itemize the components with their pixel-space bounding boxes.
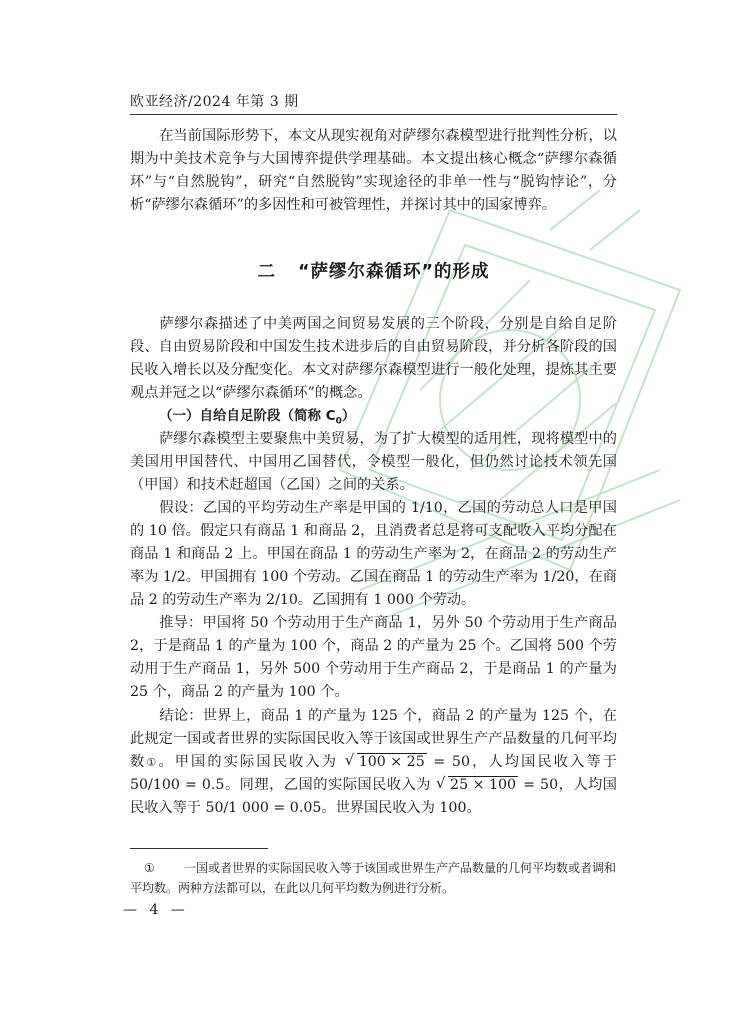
section-title-text: “萨缪尔森循环”的形成 bbox=[297, 262, 490, 282]
section-intro-text: 萨缪尔森描述了中美两国之间贸易发展的三个阶段，分别是自给自足阶段、自由贸易阶段和中国发生技术进步后的自由贸易阶段，并分析各阶段的国民收入增长以及分配变化。本文对萨缪尔森模型进行一般化处理，提炼其主要观点并冠之以“萨缪尔森循环”的概念。 bbox=[130, 316, 617, 401]
radicand-a: 100 × 25 bbox=[358, 754, 425, 770]
footnote-rule bbox=[130, 848, 268, 849]
subsection-subscript: 0 bbox=[335, 416, 342, 427]
page-number: — 4 — bbox=[123, 902, 189, 918]
sqrt-formula-country-b bbox=[436, 774, 518, 797]
footnote-text: 一国或者世界的实际国民收入等于该国或世界生产产品数量的几何平均数或者调和平均数。两种方法都可以，在此以几何平均数为例进行分析。 bbox=[130, 861, 617, 895]
subsection-close: ） bbox=[341, 408, 356, 424]
derivation-text: 推导：甲国将 50 个劳动用于生产商品 1，另外 50 个劳动用于生产商品 2，于是商品 1 的产量为 100 个，商品 2 的产量为 25 个。乙国将 500 个劳动用于生产商品 1，另外 500 个劳动用于生产商品 2，于是商品 1 的产量为 25 个，商品 2 的产量为 100 个。 bbox=[130, 615, 617, 700]
intro-paragraph bbox=[130, 125, 617, 217]
subsection-heading bbox=[159, 404, 355, 427]
footnote-mark: ① bbox=[144, 861, 155, 875]
running-header: 欧亚经济/2024 年第 3 期 bbox=[130, 94, 299, 110]
sqrt-formula-country-a bbox=[345, 751, 427, 774]
model-text: 萨缪尔森模型主要聚焦中美贸易，为了扩大模型的适用性，现将模型中的美国用甲国替代、中国用乙国替代，令模型一般化，但仍然讨论技术领先国（甲国）和技术赶超国（乙国）之间的关系。 bbox=[130, 431, 617, 493]
conclusion-text-b: 。甲国的实际国民收入为 bbox=[158, 754, 345, 770]
conclusion-text-d: = 50，人均国民收入等于 50/1 000 = 0.05。世界国民收入为 100。 bbox=[130, 777, 617, 816]
conclusion-text-c: = 50，人均国民收入等于 50/100 = 0.5。同理，乙国的实际国民收入为 bbox=[130, 754, 617, 793]
conclusion-paragraph bbox=[130, 705, 617, 820]
section-intro-paragraph bbox=[130, 313, 617, 405]
footnote bbox=[130, 858, 617, 898]
assumption-paragraph bbox=[130, 497, 617, 612]
radicand-b: 25 × 100 bbox=[450, 777, 517, 793]
subsection-label: （一）自给自足阶段（简称 C bbox=[159, 408, 336, 424]
model-paragraph bbox=[130, 428, 617, 497]
derivation-paragraph bbox=[130, 612, 617, 704]
conclusion-text-a: 结论：世界上，商品 1 的产量为 125 个，商品 2 的产量为 125 个，在此规定一国或者世界的实际国民收入等于该国或世界生产产品数量的几何平均数 bbox=[130, 708, 617, 770]
section-number: 二 bbox=[257, 262, 276, 282]
section-heading bbox=[130, 258, 617, 283]
header-rule bbox=[130, 114, 617, 115]
footnote-reference[interactable]: ① bbox=[146, 756, 159, 769]
intro-text: 在当前国际形势下，本文从现实视角对萨缪尔森模型进行批判性分析，以期为中美技术竞争与大国博弈提供学理基础。本文提出核心概念“萨缪尔森循环”与“自然脱钩”，研究“自然脱钩”实现途径的非单一性与“脱钩悖论”，分析“萨缪尔森循环”的多因性和可被管理性，并探讨其中的国家博弈。 bbox=[130, 128, 617, 213]
assumption-text: 假设：乙国的平均劳动生产率是甲国的 1/10，乙国的劳动总人口是甲国的 10 倍。假定只有商品 1 和商品 2，且消费者总是将可支配收入平均分配在商品 1 和商品 2 上。甲国在商品 1 的劳动生产率为 2，在商品 2 的劳动生产率为 1/2。甲国拥有 100 个劳动。乙国在商品 1 的劳动生产率为 1/20，在商品 2 的劳动生产率为 2/10。乙国拥有 1 000 个劳动。 bbox=[130, 500, 617, 608]
